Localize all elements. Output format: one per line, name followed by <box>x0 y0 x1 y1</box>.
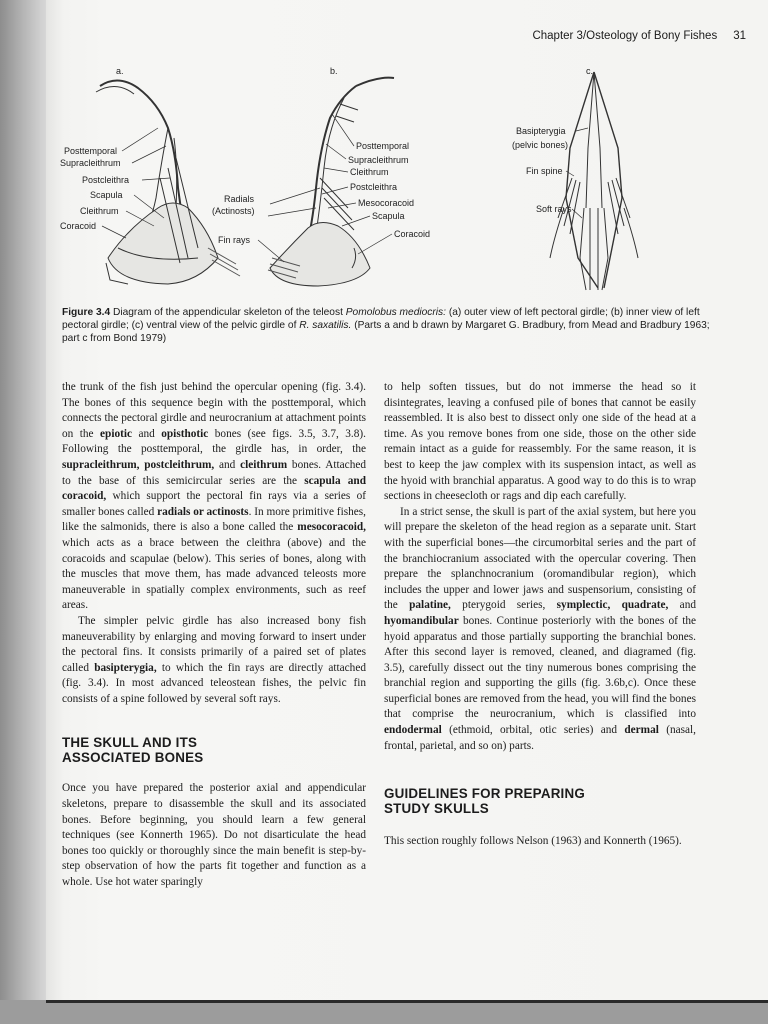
left-column <box>62 380 366 891</box>
figure-3-4 <box>58 58 748 298</box>
text-run: (ethmoid, orbital, otic series) and <box>441 724 625 737</box>
label-b-cleithrum: Cleithrum <box>350 167 389 177</box>
label-c-soft-rays: Soft rays <box>536 204 572 214</box>
section-heading-skull <box>62 735 366 765</box>
text-run: The simpler pelvic girdle has also increased bony fish maneuverability by enlarging and moving forward to insert under the pectoral fins. It consists primarily of a paired set of plates called <box>62 614 366 674</box>
text-run: In a strict sense, the skull is part of the axial system, but here you will prepare the skeleton of the head region as a separate unit. Start with the superficial bones—the circumorbital series and the part of the branchiocranium associated with the opercular covering. Then prepare the splanchnocranium (oromandibular region), which includes the upper and lower jaws and suspensorium, consisting of the <box>384 505 696 612</box>
heading-line: STUDY SKULLS <box>384 801 489 817</box>
label-b-coracoid: Coracoid <box>394 229 431 239</box>
label-b-radials: Radials <box>224 194 255 204</box>
figure-caption <box>62 306 712 345</box>
label-b-actinosts: (Actinosts) <box>212 206 255 216</box>
label-b-postcleithra: Postcleithra <box>350 182 398 192</box>
text-run: bones. Attached to the base of this semicircular series are the <box>62 458 367 487</box>
label-b-posttemporal: Posttemporal <box>356 141 410 151</box>
text-run: pterygoid series, <box>450 599 557 612</box>
skeleton-diagram <box>58 58 748 298</box>
right-column <box>384 380 696 850</box>
bold-term: palatine, <box>409 599 451 612</box>
label-c-pelvic-bones: (pelvic bones) <box>512 140 569 150</box>
panel-a-letter: a. <box>116 66 124 76</box>
text-run: and <box>132 427 162 440</box>
bold-term: cleithrum <box>240 458 288 471</box>
paragraph-pelvic-girdle <box>62 614 366 708</box>
bold-term: opisthotic <box>161 427 209 440</box>
label-a-postcleithra: Postcleithra <box>82 175 130 185</box>
text-run: which acts as a brace between the cleithra (above) and the coracoids and scapulae (below). This series of bones, along with the muscles that move them, has made advanced teleosts more maneuverable in spatially complex environments, such as reef areas. <box>62 536 366 612</box>
caption-species-1: Pomolobus mediocris: <box>345 307 446 318</box>
label-a-coracoid: Coracoid <box>60 221 97 231</box>
bold-term: endodermal <box>384 724 442 737</box>
caption-label: Figure 3.4 <box>62 307 111 318</box>
panel-c-drawing <box>550 72 638 290</box>
bold-term: supracleithrum, postcleithrum, <box>62 458 215 471</box>
paragraph-section-source: This section roughly follows Nelson (1963) and Konnerth (1965). <box>384 835 682 848</box>
bold-term: scapula and coracoid, <box>62 474 366 503</box>
caption-text-2: (a) outer view of left pectoral girdle; (b) inner view of left pectoral girdle; (c) ventral view of the pelvic girdle of <box>62 307 700 331</box>
text-run: (nasal, frontal, parietal, and so on) parts. <box>384 724 696 752</box>
bold-term: mesocoracoid, <box>297 521 366 534</box>
caption-species-2: R. saxatilis. <box>299 320 352 331</box>
label-b-fin-rays: Fin rays <box>218 235 251 245</box>
label-a-supracleithrum: Supracleithrum <box>60 158 121 168</box>
label-b-scapula: Scapula <box>372 211 405 221</box>
chapter-title: Chapter 3/Osteology of Bony Fishes <box>532 30 718 42</box>
paragraph-skull-axial <box>384 505 696 755</box>
bold-term: basipterygia, <box>94 661 157 674</box>
label-a-cleithrum: Cleithrum <box>80 206 119 216</box>
running-head <box>466 30 746 42</box>
label-b-supracleithrum: Supracleithrum <box>348 155 409 165</box>
scan-background <box>0 1000 768 1024</box>
heading-line: ASSOCIATED BONES <box>62 750 204 766</box>
bold-term: symplectic, quadrate, <box>556 599 669 612</box>
text-run: to which the fin rays are directly attached (fig. 3.4). In most advanced teleostean fishes, the pelvic fin consists of a spine followed by several soft rays. <box>62 661 366 705</box>
text-run: which support the pectoral fin rays via a series of smaller bones called <box>62 490 366 518</box>
page-number: 31 <box>733 30 746 42</box>
text-run: the trunk of the fish just behind the opercular opening (fig. 3.4). The bones of this sequence begin with the posttemporal, which connects the pectoral girdle and neurocranium at attachment points on the <box>62 381 366 440</box>
text-run: . In more primitive fishes, like the salmonids, there is also a bone called the <box>62 505 366 534</box>
label-c-basipterygia: Basipterygia <box>516 126 566 136</box>
text-run: bones (see figs. 3.5, 3.7, 3.8). Following the posttemporal, the girdle has, in order, the <box>62 427 366 456</box>
paragraph-soften-tissues: to help soften tissues, but do not immerse the head so it disintegrates, leaving a confused pile of bones that cannot be easily reassembled. It is also best to dissect only one side of the head at a time. As you remove bones from one side, those on the other side remain intact as a guide for reassembly. For the same reason, it is best to keep the jaw complex with its suspension intact, as well as the hyoid with branchial apparatus. A good way to do this is to wrap sections in cheesecloth or rags and dip each carefully. <box>384 381 696 503</box>
bold-term: radials or actinosts <box>157 505 249 518</box>
book-page <box>46 0 768 1003</box>
bold-term: hyomandibular <box>384 614 459 627</box>
panel-b-letter: b. <box>330 66 338 76</box>
paragraph-skull-intro: Once you have prepared the posterior axial and appendicular skeletons, prepare to disassemble the skull and its associated bones. Before beginning, you should learn a few general techniques (see Konnerth 1965). Do not disarticulate the head bones too quickly or thoroughly since the main benefit is step-by-step observation of how the parts fit together and function as a whole. Use hot water sparingly <box>62 782 366 889</box>
bold-term: epiotic <box>100 427 133 440</box>
panel-c-letter: c. <box>586 66 594 76</box>
label-a-posttemporal: Posttemporal <box>64 146 118 156</box>
heading-line: THE SKULL AND ITS <box>62 735 198 751</box>
text-run: bones. Continue posteriorly with the bones of the hyoid apparatus and those partially supporting the branchial bones. After this second layer is removed, cleaned, and diagramed (fig. 3.5), carefully dissect out the tiny numerous bones comprising the branchial region and supporting the gills (fig. 3.6b,c). Once these superficial bones are removed from the head, you will find the bones that comprise the neurocranium, which is classified into <box>384 614 696 721</box>
label-b-mesocoracoid: Mesocoracoid <box>358 198 415 208</box>
paragraph-pectoral-girdle <box>62 380 366 614</box>
caption-text-3: (Parts a and b drawn by Margaret G. Bradbury, from Mead and Bradbury 1963; part c from Bond 1979) <box>62 320 710 344</box>
section-heading-guidelines <box>384 786 696 816</box>
label-c-fin-spine: Fin spine <box>526 166 563 176</box>
heading-line: GUIDELINES FOR PREPARING <box>384 786 585 802</box>
text-run: and <box>668 599 696 612</box>
caption-text-1: Diagram of the appendicular skeleton of the teleost <box>112 307 343 318</box>
label-a-scapula: Scapula <box>90 190 123 200</box>
text-run: and <box>214 458 241 471</box>
bold-term: dermal <box>624 724 659 737</box>
